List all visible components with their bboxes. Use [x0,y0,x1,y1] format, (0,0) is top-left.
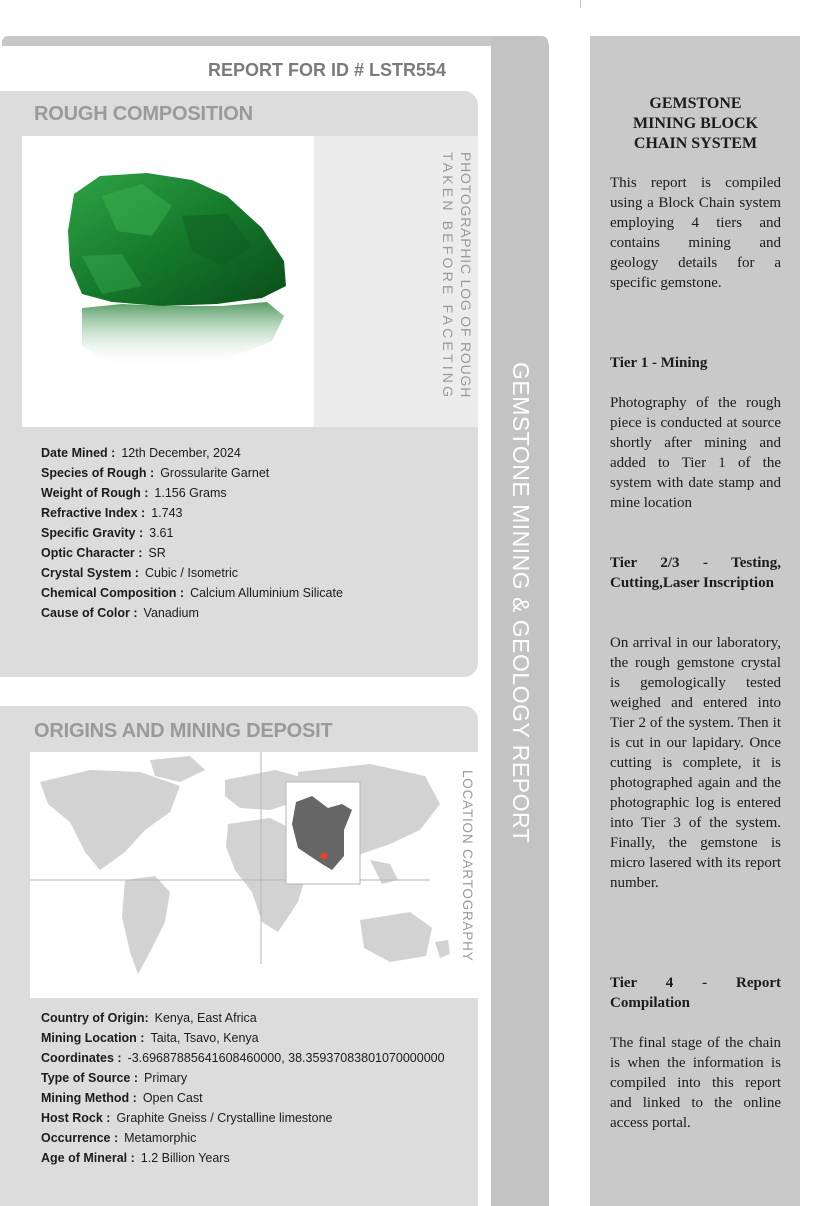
tier-4-text: The final stage of the chain is when the information is compiled into this report and linked to the online access portal. [610,1035,781,1131]
origins-title: ORIGINS AND MINING DEPOSIT [34,720,333,742]
detail-row: Age of Mineral : 1.2 Billion Years [41,1151,230,1165]
photo-caption-line-2: TAKEN BEFORE FACETING [440,152,456,401]
rough-composition-title: ROUGH COMPOSITION [34,103,253,125]
vertical-banner-text: GEMSTONE MINING & GEOLOGY REPORT [508,362,534,844]
world-map-image [30,752,478,998]
tier-1-title: Tier 1 - Mining [610,355,708,371]
detail-row: Optic Character : SR [41,546,166,560]
report-id-title: REPORT FOR ID # LSTR554 [207,60,446,80]
blockchain-sidebar [590,36,800,1206]
detail-row: Mining Method : Open Cast [41,1091,203,1105]
detail-row: Coordinates : -3.69687885641608460000, 38.35937083801070000000 [41,1051,445,1065]
detail-row: Refractive Index : 1.743 [41,506,183,520]
detail-row: Mining Location : Taita, Tsavo, Kenya [41,1031,259,1045]
rough-details [41,443,343,623]
sidebar-intro: This report is compiled using a Block Chain system employing 4 tiers and contains mining and geology details for a specific gemstone. [610,175,781,291]
sidebar-title: GEMSTONE MINING BLOCK CHAIN SYSTEM [633,95,758,152]
location-map [30,752,478,998]
detail-row: Occurrence : Metamorphic [41,1131,197,1145]
detail-row: Chemical Composition : Calcium Alluminium Silicate [41,586,343,600]
detail-row: Type of Source : Primary [41,1071,188,1085]
tier-2-3-text: On arrival in our laboratory, the rough gemstone crystal is gemologically tested weighed and entered into Tier 2 of the system. Then it is cut in our lapidary. Once cutting is complete, it is photographed again and the photographic log is entered into Tier 3 of the system. Finally, the gemstone is micro lasered with its report number. [610,635,781,891]
tier-4-title: Tier 4 - Report Compilation [610,975,781,1011]
map-caption: LOCATION CARTOGRAPHY [460,770,475,962]
detail-row: Date Mined : 12th December, 2024 [41,446,241,460]
origin-details [41,1008,445,1168]
detail-row: Weight of Rough : 1.156 Grams [41,486,227,500]
detail-row: Cause of Color : Vanadium [41,606,199,620]
mine-location-marker [321,853,328,860]
rough-photo [22,136,314,427]
tier-1-text: Photography of the rough piece is conducted at source shortly after mining and added to Tier 1 of the system with date stamp and mine location [610,395,781,511]
tier-2-3-title: Tier 2/3 - Testing, Cutting,Laser Inscription [610,555,781,591]
detail-row: Host Rock : Graphite Gneiss / Crystalline limestone [41,1111,333,1125]
gemstone-image [22,136,314,427]
detail-row: Crystal System : Cubic / Isometric [41,566,239,580]
top-bar [2,36,548,46]
detail-row: Specific Gravity : 3.61 [41,526,174,540]
detail-row: Species of Rough : Grossularite Garnet [41,466,270,480]
photo-caption-line-1: PHOTOGRAPHIC LOG OF ROUGH [458,152,474,399]
top-tick [580,0,581,8]
detail-row: Country of Origin: Kenya, East Africa [41,1011,257,1025]
